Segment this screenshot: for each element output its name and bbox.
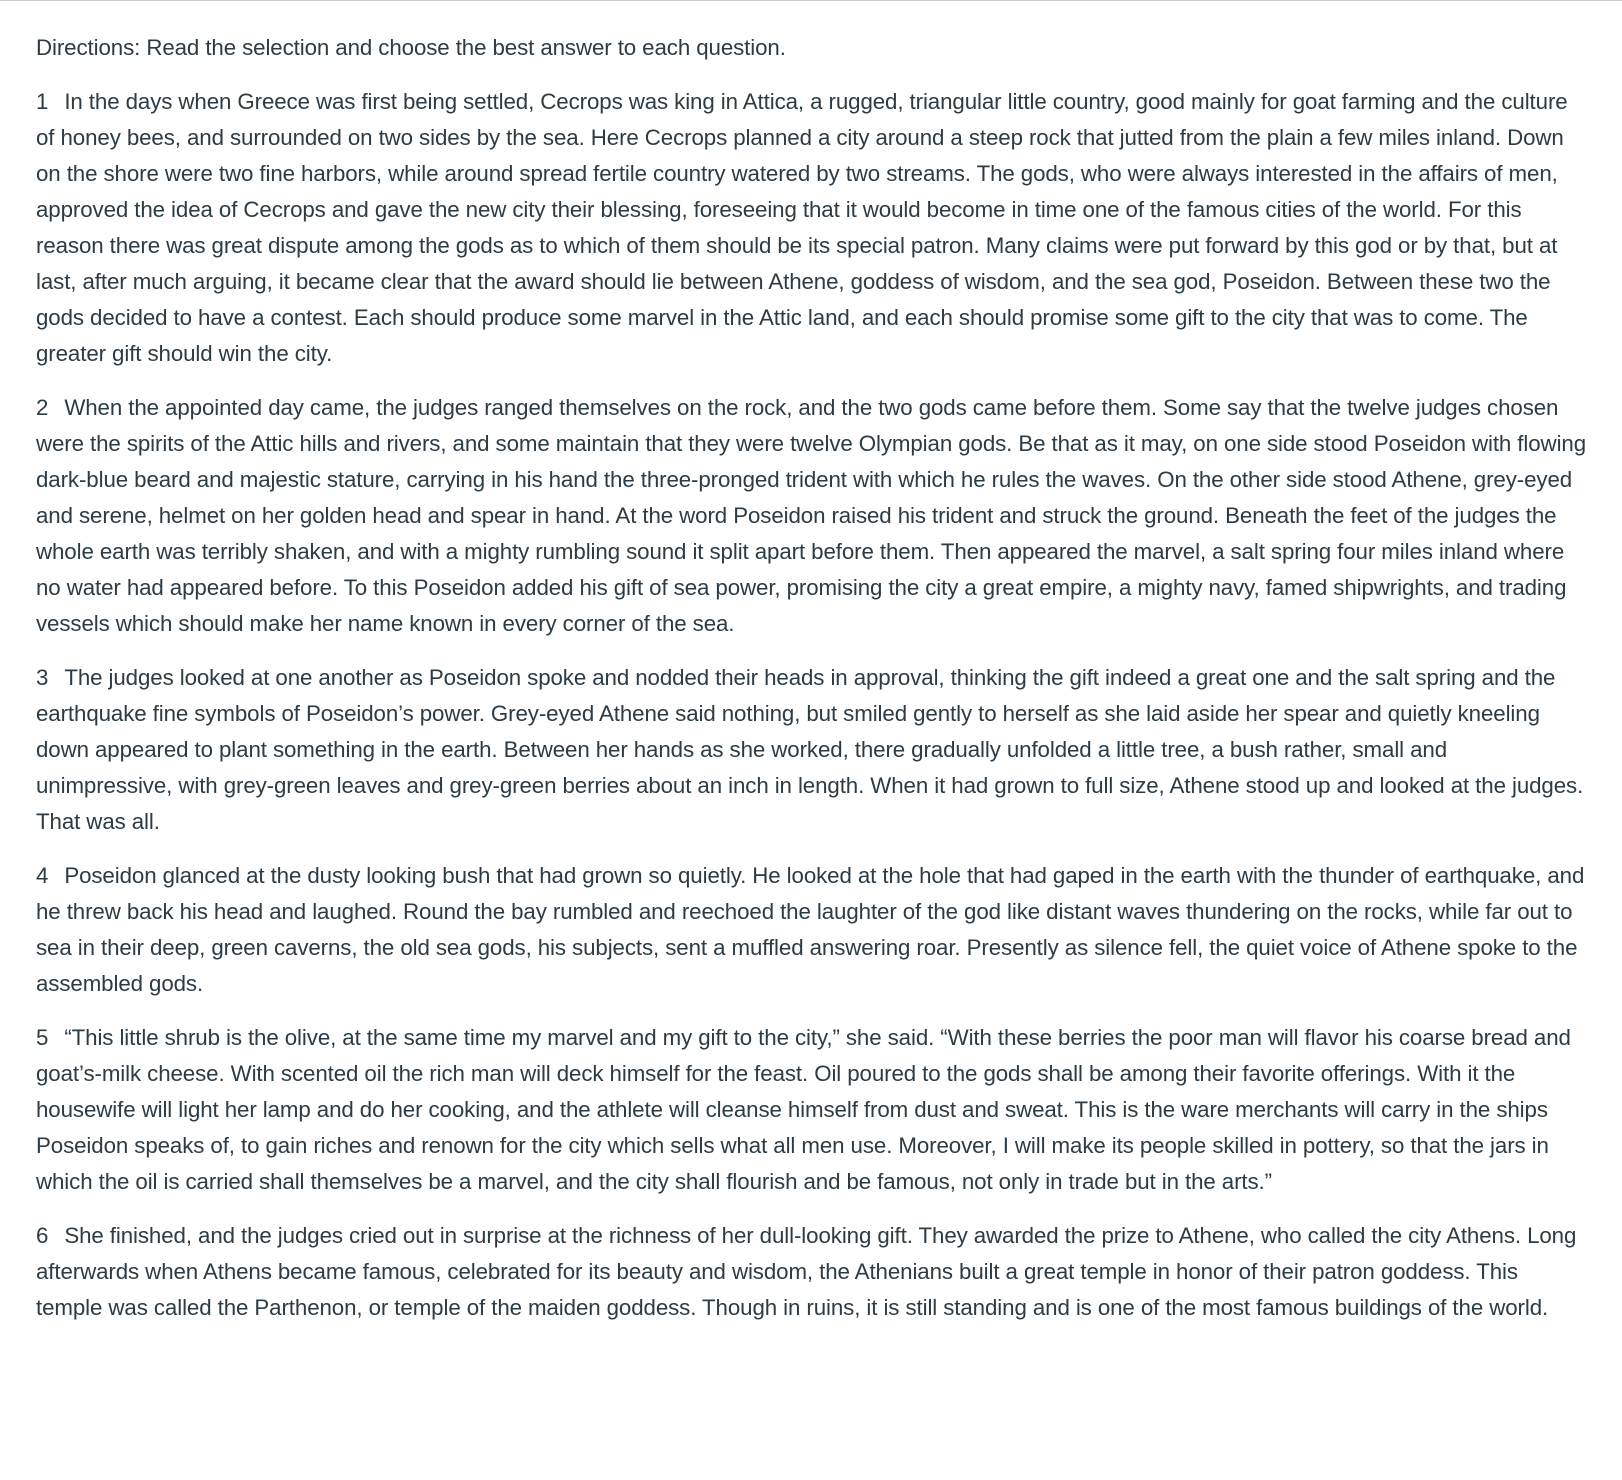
top-divider [0,0,1622,1]
paragraph-4 [36,858,1588,1002]
paragraph-number: 4 [36,863,49,888]
paragraph-number: 5 [36,1025,49,1050]
paragraph-2 [36,390,1588,642]
directions: Directions: Read the selection and choose the best answer to each question. [36,35,786,60]
paragraph-5 [36,1020,1588,1200]
paragraph-1 [36,84,1588,372]
paragraph-number: 6 [36,1223,49,1248]
paragraph-text: “This little shrub is the olive, at the same time my marvel and my gift to the city,” she said. “With these berries the poor man will flavor his coarse bread and goat’s-milk cheese. With scented oil the rich man will deck himself for the feast. Oil poured to the gods shall be among their favorite offerings. With it the housewife will light her lamp and do her cooking, and the athlete will cleanse himself from dust and sweat. This is the ware merchants will carry in the ships Poseidon speaks of, to gain riches and renown for the city which sells what all men use. Moreover, I will make its people skilled in pottery, so that the jars in which the oil is carried shall themselves be a marvel, and the city shall flourish and be famous, not only in trade but in the arts.” [36,1025,1571,1194]
paragraph-text: When the appointed day came, the judges ranged themselves on the rock, and the two gods came before them. Some say that the twelve judges chosen were the spirits of the Attic hills and rivers, and some maintain that they were twelve Olympian gods. Be that as it may, on one side stood Poseidon with flowing dark-blue beard and majestic stature, carrying in his hand the three-pronged trident with which he rules the waves. On the other side stood Athene, grey-eyed and serene, helmet on her golden head and spear in hand. At the word Poseidon raised his trident and struck the ground. Beneath the feet of the judges the whole earth was terribly shaken, and with a mighty rumbling sound it split apart before them. Then appeared the marvel, a salt spring four miles inland where no water had appeared before. To this Poseidon added his gift of sea power, promising the city a great empire, a mighty navy, famed shipwrights, and trading vessels which should make her name known in every corner of the sea. [36,395,1587,636]
paragraph-3 [36,660,1588,840]
paragraph-number: 2 [36,395,49,420]
reading-passage [36,30,1588,1344]
paragraph-text: In the days when Greece was first being settled, Cecrops was king in Attica, a rugged, triangular little country, good mainly for goat farming and the culture of honey bees, and surrounded on two sides by the sea. Here Cecrops planned a city around a steep rock that jutted from the plain a few miles inland. Down on the shore were two fine harbors, while around spread fertile country watered by two streams. The gods, who were always interested in the affairs of men, approved the idea of Cecrops and gave the new city their blessing, foreseeing that it would become in time one of the famous cities of the world. For this reason there was great dispute among the gods as to which of them should be its special patron. Many claims were put forward by this god or by that, but at last, after much arguing, it became clear that the award should lie between Athene, goddess of wisdom, and the sea god, Poseidon. Between these two the gods decided to have a contest. Each should produce some marvel in the Attic land, and each should promise some gift to the city that was to come. The greater gift should win the city. [36,89,1568,366]
paragraph-text: She finished, and the judges cried out in surprise at the richness of her dull-looking gift. They awarded the prize to Athene, who called the city Athens. Long afterwards when Athens became famous, celebrated for its beauty and wisdom, the Athenians built a great temple in honor of their patron goddess. This temple was called the Parthenon, or temple of the maiden goddess. Though in ruins, it is still standing and is one of the most famous buildings of the world. [36,1223,1577,1320]
paragraph-6 [36,1218,1588,1326]
paragraph-text: The judges looked at one another as Poseidon spoke and nodded their heads in approval, thinking the gift indeed a great one and the salt spring and the earthquake fine symbols of Poseidon’s power. Grey-eyed Athene said nothing, but smiled gently to herself as she laid aside her spear and quietly kneeling down appeared to plant something in the earth. Between her hands as she worked, there gradually unfolded a little tree, a bush rather, small and unimpressive, with grey-green leaves and grey-green berries about an inch in length. When it had grown to full size, Athene stood up and looked at the judges. That was all. [36,665,1584,834]
paragraph-number: 3 [36,665,49,690]
paragraph-number: 1 [36,89,49,114]
paragraph-text: Poseidon glanced at the dusty looking bush that had grown so quietly. He looked at the hole that had gaped in the earth with the thunder of earthquake, and he threw back his head and laughed. Round the bay rumbled and reechoed the laughter of the god like distant waves thundering on the rocks, while far out to sea in their deep, green caverns, the old sea gods, his subjects, sent a muffled answering roar. Presently as silence fell, the quiet voice of Athene spoke to the assembled gods. [36,863,1585,996]
